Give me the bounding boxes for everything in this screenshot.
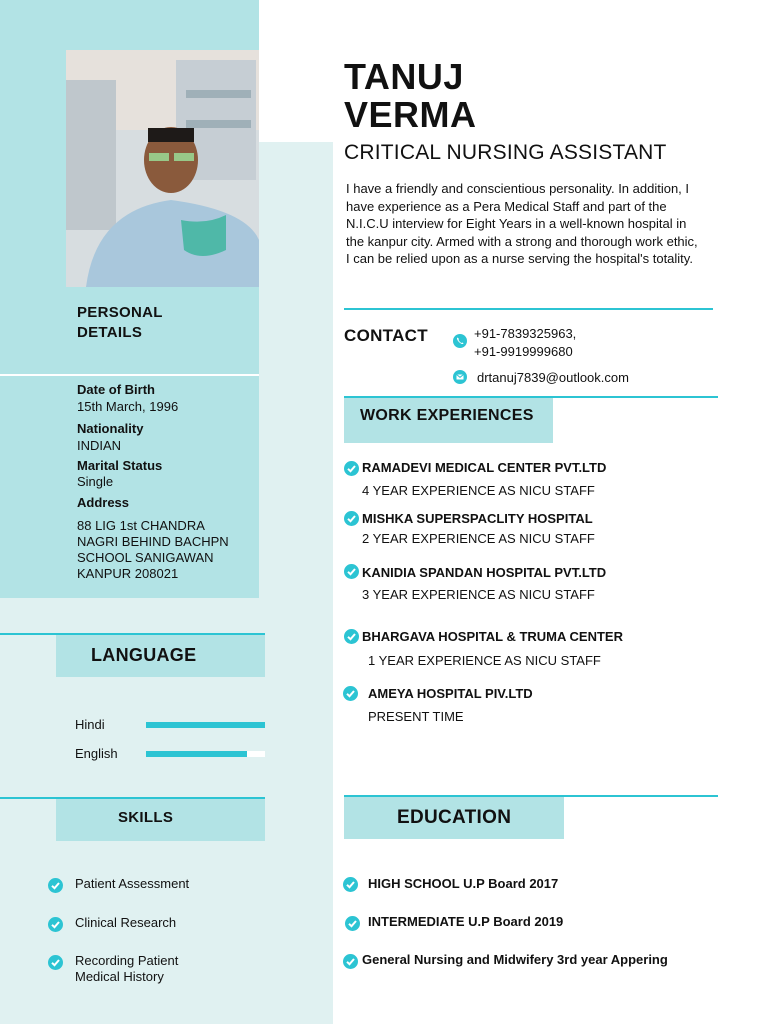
check-icon bbox=[343, 686, 358, 701]
check-icon bbox=[48, 878, 63, 893]
language-level-bar bbox=[146, 751, 247, 757]
work-detail: 2 YEAR EXPERIENCE AS NICU STAFF bbox=[362, 531, 595, 546]
work-employer: MISHKA SUPERSPACLITY HOSPITAL bbox=[362, 511, 593, 526]
education-item: HIGH SCHOOL U.P Board 2017 bbox=[368, 876, 559, 891]
work-employer: BHARGAVA HOSPITAL & TRUMA CENTER bbox=[362, 629, 623, 644]
phone-number-1[interactable]: +91-7839325963, bbox=[474, 326, 577, 341]
personal-heading-line1: PERSONAL bbox=[77, 304, 163, 321]
skill-item bbox=[75, 953, 178, 985]
language-name: Hindi bbox=[75, 717, 105, 732]
job-title: CRITICAL NURSING ASSISTANT bbox=[344, 141, 667, 164]
check-icon bbox=[343, 877, 358, 892]
personal-heading-line2: DETAILS bbox=[77, 324, 143, 341]
work-detail: 3 YEAR EXPERIENCE AS NICU STAFF bbox=[362, 587, 595, 602]
dob-label: Date of Birth bbox=[77, 382, 155, 397]
address-line: SCHOOL SANIGAWAN bbox=[77, 550, 214, 565]
work-employer: AMEYA HOSPITAL PIV.LTD bbox=[368, 686, 533, 701]
skill-item-line: Medical History bbox=[75, 969, 164, 984]
check-icon bbox=[344, 511, 359, 526]
personal-divider bbox=[0, 374, 259, 376]
education-heading: EDUCATION bbox=[397, 807, 512, 828]
language-heading: LANGUAGE bbox=[91, 645, 197, 665]
check-icon bbox=[48, 917, 63, 932]
phone-icon bbox=[453, 334, 467, 348]
work-employer: RAMADEVI MEDICAL CENTER PVT.LTD bbox=[362, 460, 607, 475]
check-icon bbox=[344, 564, 359, 579]
skills-heading: SKILLS bbox=[118, 809, 174, 826]
contact-heading: CONTACT bbox=[344, 326, 428, 345]
work-detail: PRESENT TIME bbox=[368, 709, 464, 724]
personal-details-heading bbox=[77, 303, 163, 343]
language-level-bar bbox=[146, 722, 265, 728]
nationality-label: Nationality bbox=[77, 421, 144, 436]
summary-text: I have a friendly and conscientious personality. In addition, I have experience as a Pera Medical Staff and part of the N.I.C.U interview for Eight Years in a well-known hospital in the kanpur city. Armed with a strong and thorough work ethic, I can be relied upon as a nurse serving the hospital's totality. bbox=[346, 181, 698, 267]
phone-number-2[interactable]: +91-9919999680 bbox=[474, 344, 573, 359]
email-address[interactable]: drtanuj7839@outlook.com bbox=[477, 370, 629, 385]
skill-item-line: Recording Patient bbox=[75, 953, 179, 968]
language-name: English bbox=[75, 746, 118, 761]
work-detail: 4 YEAR EXPERIENCE AS NICU STAFF bbox=[362, 483, 595, 498]
work-detail: 1 YEAR EXPERIENCE AS NICU STAFF bbox=[368, 653, 601, 668]
address-line: NAGRI BEHIND BACHPN bbox=[77, 534, 229, 549]
address-value bbox=[77, 518, 229, 582]
dob-value: 15th March, 1996 bbox=[77, 399, 179, 414]
top-white-cutout bbox=[259, 0, 333, 142]
work-employer: KANIDIA SPANDAN HOSPITAL PVT.LTD bbox=[362, 565, 607, 580]
education-item: General Nursing and Midwifery 3rd year Appering bbox=[362, 952, 668, 967]
contact-rule-top bbox=[344, 308, 713, 310]
last-name: VERMA bbox=[344, 94, 477, 135]
education-item: INTERMEDIATE U.P Board 2019 bbox=[368, 914, 564, 929]
full-name bbox=[344, 58, 477, 134]
profile-photo bbox=[66, 50, 259, 287]
skill-item: Clinical Research bbox=[75, 915, 177, 930]
email-icon bbox=[453, 370, 467, 384]
nationality-value: INDIAN bbox=[77, 438, 122, 453]
first-name: TANUJ bbox=[344, 56, 464, 97]
check-icon bbox=[344, 629, 359, 644]
skill-item: Patient Assessment bbox=[75, 876, 190, 891]
work-heading: WORK EXPERIENCES bbox=[360, 407, 534, 424]
marital-label: Marital Status bbox=[77, 458, 163, 473]
marital-value: Single bbox=[77, 474, 114, 489]
address-line: KANPUR 208021 bbox=[77, 566, 179, 581]
check-icon bbox=[48, 955, 63, 970]
check-icon bbox=[344, 461, 359, 476]
address-label: Address bbox=[77, 495, 130, 510]
address-line: 88 LIG 1st CHANDRA bbox=[77, 518, 205, 533]
check-icon bbox=[343, 954, 358, 969]
phone-numbers bbox=[474, 325, 576, 361]
check-icon bbox=[345, 916, 360, 931]
